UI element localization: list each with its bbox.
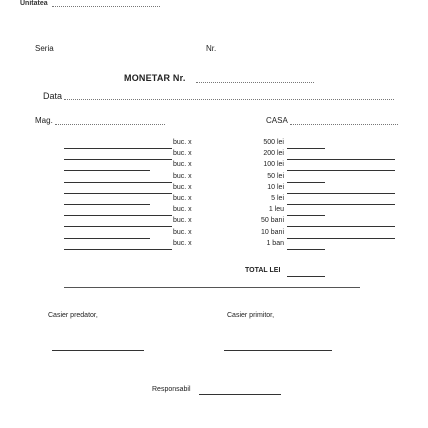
amount-input-line[interactable]	[287, 249, 325, 250]
denomination-value: 200 lei	[263, 150, 284, 157]
mag-label: Mag.	[35, 116, 53, 125]
denomination-value: 1 ban	[266, 240, 284, 247]
amount-input-line[interactable]	[287, 148, 325, 149]
denomination-value: 5 lei	[271, 195, 284, 202]
total-lei-field[interactable]	[287, 276, 325, 277]
unit-label: buc. x	[173, 184, 192, 191]
responsabil-signature-line[interactable]	[199, 394, 281, 395]
monetar-number-field[interactable]	[196, 82, 314, 83]
denomination-value: 1 leu	[268, 206, 284, 213]
count-input-line[interactable]	[64, 182, 172, 183]
total-lei-label: TOTAL LEI	[245, 267, 281, 274]
denomination-value: 10 bani	[261, 229, 284, 236]
denomination-value: 10 lei	[267, 184, 284, 191]
count-input-line[interactable]	[64, 170, 150, 171]
count-input-line[interactable]	[64, 215, 172, 216]
count-input-line[interactable]	[64, 159, 172, 160]
casier-primitor-signature-line[interactable]	[224, 350, 332, 351]
data-label: Data	[43, 91, 63, 101]
denomination-value: 500 lei	[263, 139, 284, 146]
denomination-value: 100 lei	[263, 161, 284, 168]
unit-label: buc. x	[173, 195, 192, 202]
count-input-line[interactable]	[64, 204, 150, 205]
amount-input-line[interactable]	[287, 170, 395, 171]
amount-input-line[interactable]	[287, 193, 395, 194]
mag-dotted-field[interactable]	[55, 124, 165, 125]
unit-label: buc. x	[173, 173, 192, 180]
casa-dotted-field[interactable]	[290, 124, 398, 125]
amount-input-line[interactable]	[287, 226, 395, 227]
unit-label: buc. x	[173, 217, 192, 224]
unit-label: buc. x	[173, 240, 192, 247]
casa-label: CASA	[266, 116, 288, 125]
amount-input-line[interactable]	[287, 204, 395, 205]
nr-label: Nr.	[206, 44, 217, 53]
casier-predator-label: Casier predator,	[48, 312, 98, 319]
monetar-title: MONETAR Nr.	[124, 73, 186, 83]
unitatea-dotted-field[interactable]	[52, 6, 160, 7]
section-divider	[64, 287, 360, 288]
unit-label: buc. x	[173, 229, 192, 236]
unitatea-label: Unitatea	[20, 0, 48, 7]
amount-input-line[interactable]	[287, 215, 325, 216]
count-input-line[interactable]	[64, 226, 172, 227]
count-input-line[interactable]	[64, 238, 150, 239]
data-dotted-field[interactable]	[64, 99, 394, 100]
amount-input-line[interactable]	[287, 159, 395, 160]
amount-input-line[interactable]	[287, 182, 325, 183]
seria-label: Seria	[35, 44, 54, 53]
denomination-value: 50 lei	[267, 173, 284, 180]
responsabil-label: Responsabil	[152, 386, 191, 393]
casier-primitor-label: Casier primitor,	[227, 312, 275, 319]
unit-label: buc. x	[173, 206, 192, 213]
casier-predator-signature-line[interactable]	[52, 350, 144, 351]
unit-label: buc. x	[173, 161, 192, 168]
denomination-value: 50 bani	[261, 217, 284, 224]
unit-label: buc. x	[173, 150, 192, 157]
count-input-line[interactable]	[64, 249, 172, 250]
amount-input-line[interactable]	[287, 238, 395, 239]
unit-label: buc. x	[173, 139, 192, 146]
count-input-line[interactable]	[64, 193, 172, 194]
count-input-line[interactable]	[64, 148, 172, 149]
